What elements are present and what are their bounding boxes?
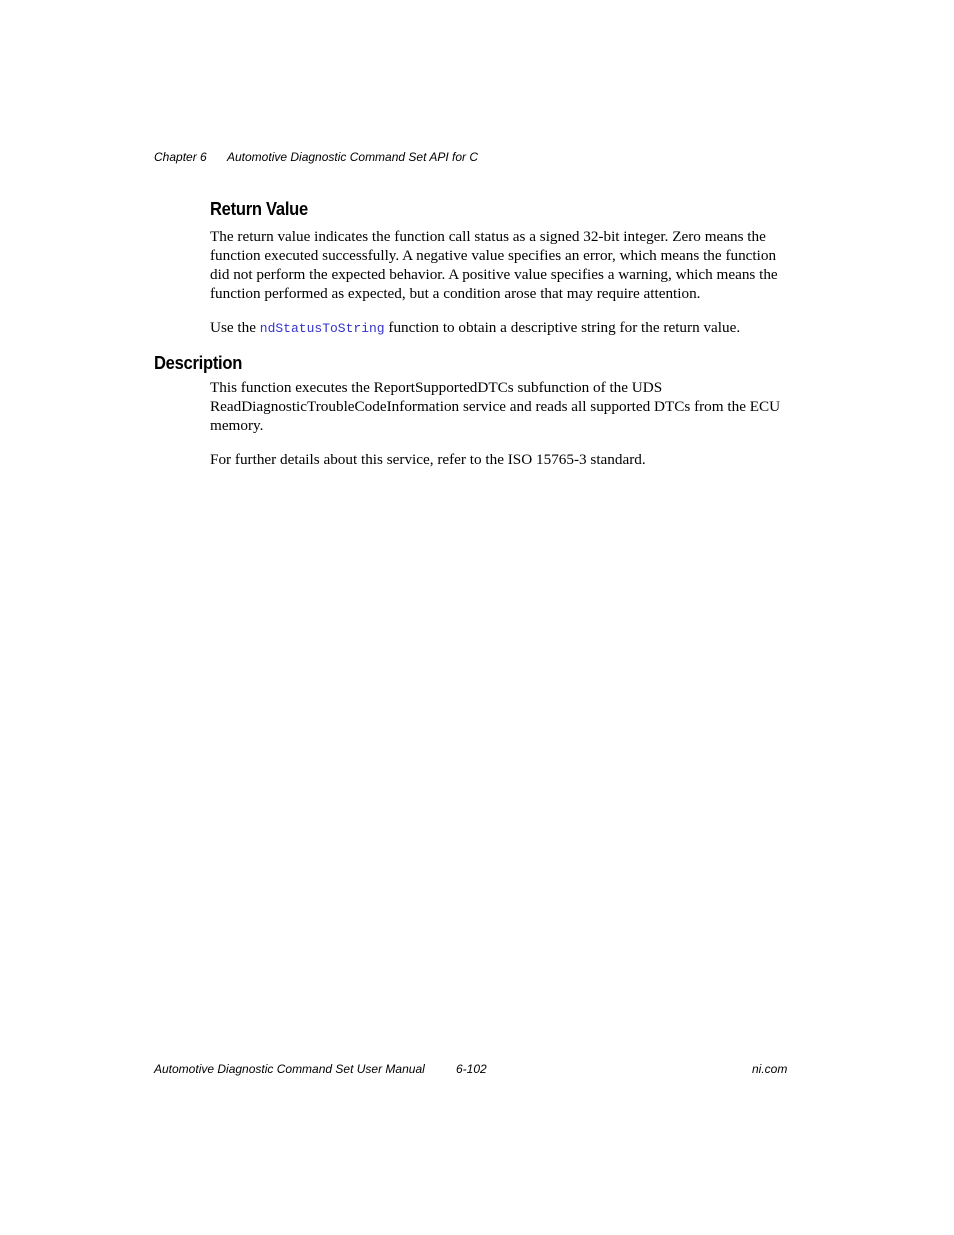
return-value-heading: Return Value (210, 199, 308, 219)
footer-page-number: 6-102 (456, 1062, 487, 1076)
footer-manual-title: Automotive Diagnostic Command Set User Manual (154, 1062, 425, 1076)
footer-website: ni.com (752, 1062, 788, 1076)
paragraph-prefix: Use the (210, 319, 260, 336)
nd-status-to-string-link[interactable]: ndStatusToString (259, 321, 385, 336)
chapter-label: Chapter 6 (154, 150, 207, 164)
return-value-paragraph: The return value indicates the function call status as a signed 32-bit integer. Zero means the function executed successfully. A negative value specifies an error, which means the function did not perform the expected behavior. A positive value specifies a warning, which means the function performed as expected, but a condition arose that may require attention. (210, 228, 778, 302)
further-details-paragraph: For further details about this service, refer to the ISO 15765-3 standard. (210, 451, 646, 468)
description-heading: Description (154, 353, 243, 373)
chapter-title: Automotive Diagnostic Command Set API for C (227, 150, 478, 164)
status-to-string-paragraph (210, 318, 788, 338)
running-header (154, 150, 478, 164)
paragraph-suffix: function to obtain a descriptive string for the return value. (384, 319, 741, 336)
description-paragraph: This function executes the ReportSupportedDTCs subfunction of the UDS ReadDiagnosticTroubleCodeInformation service and reads all supported DTCs from the ECU memory. (210, 379, 781, 434)
